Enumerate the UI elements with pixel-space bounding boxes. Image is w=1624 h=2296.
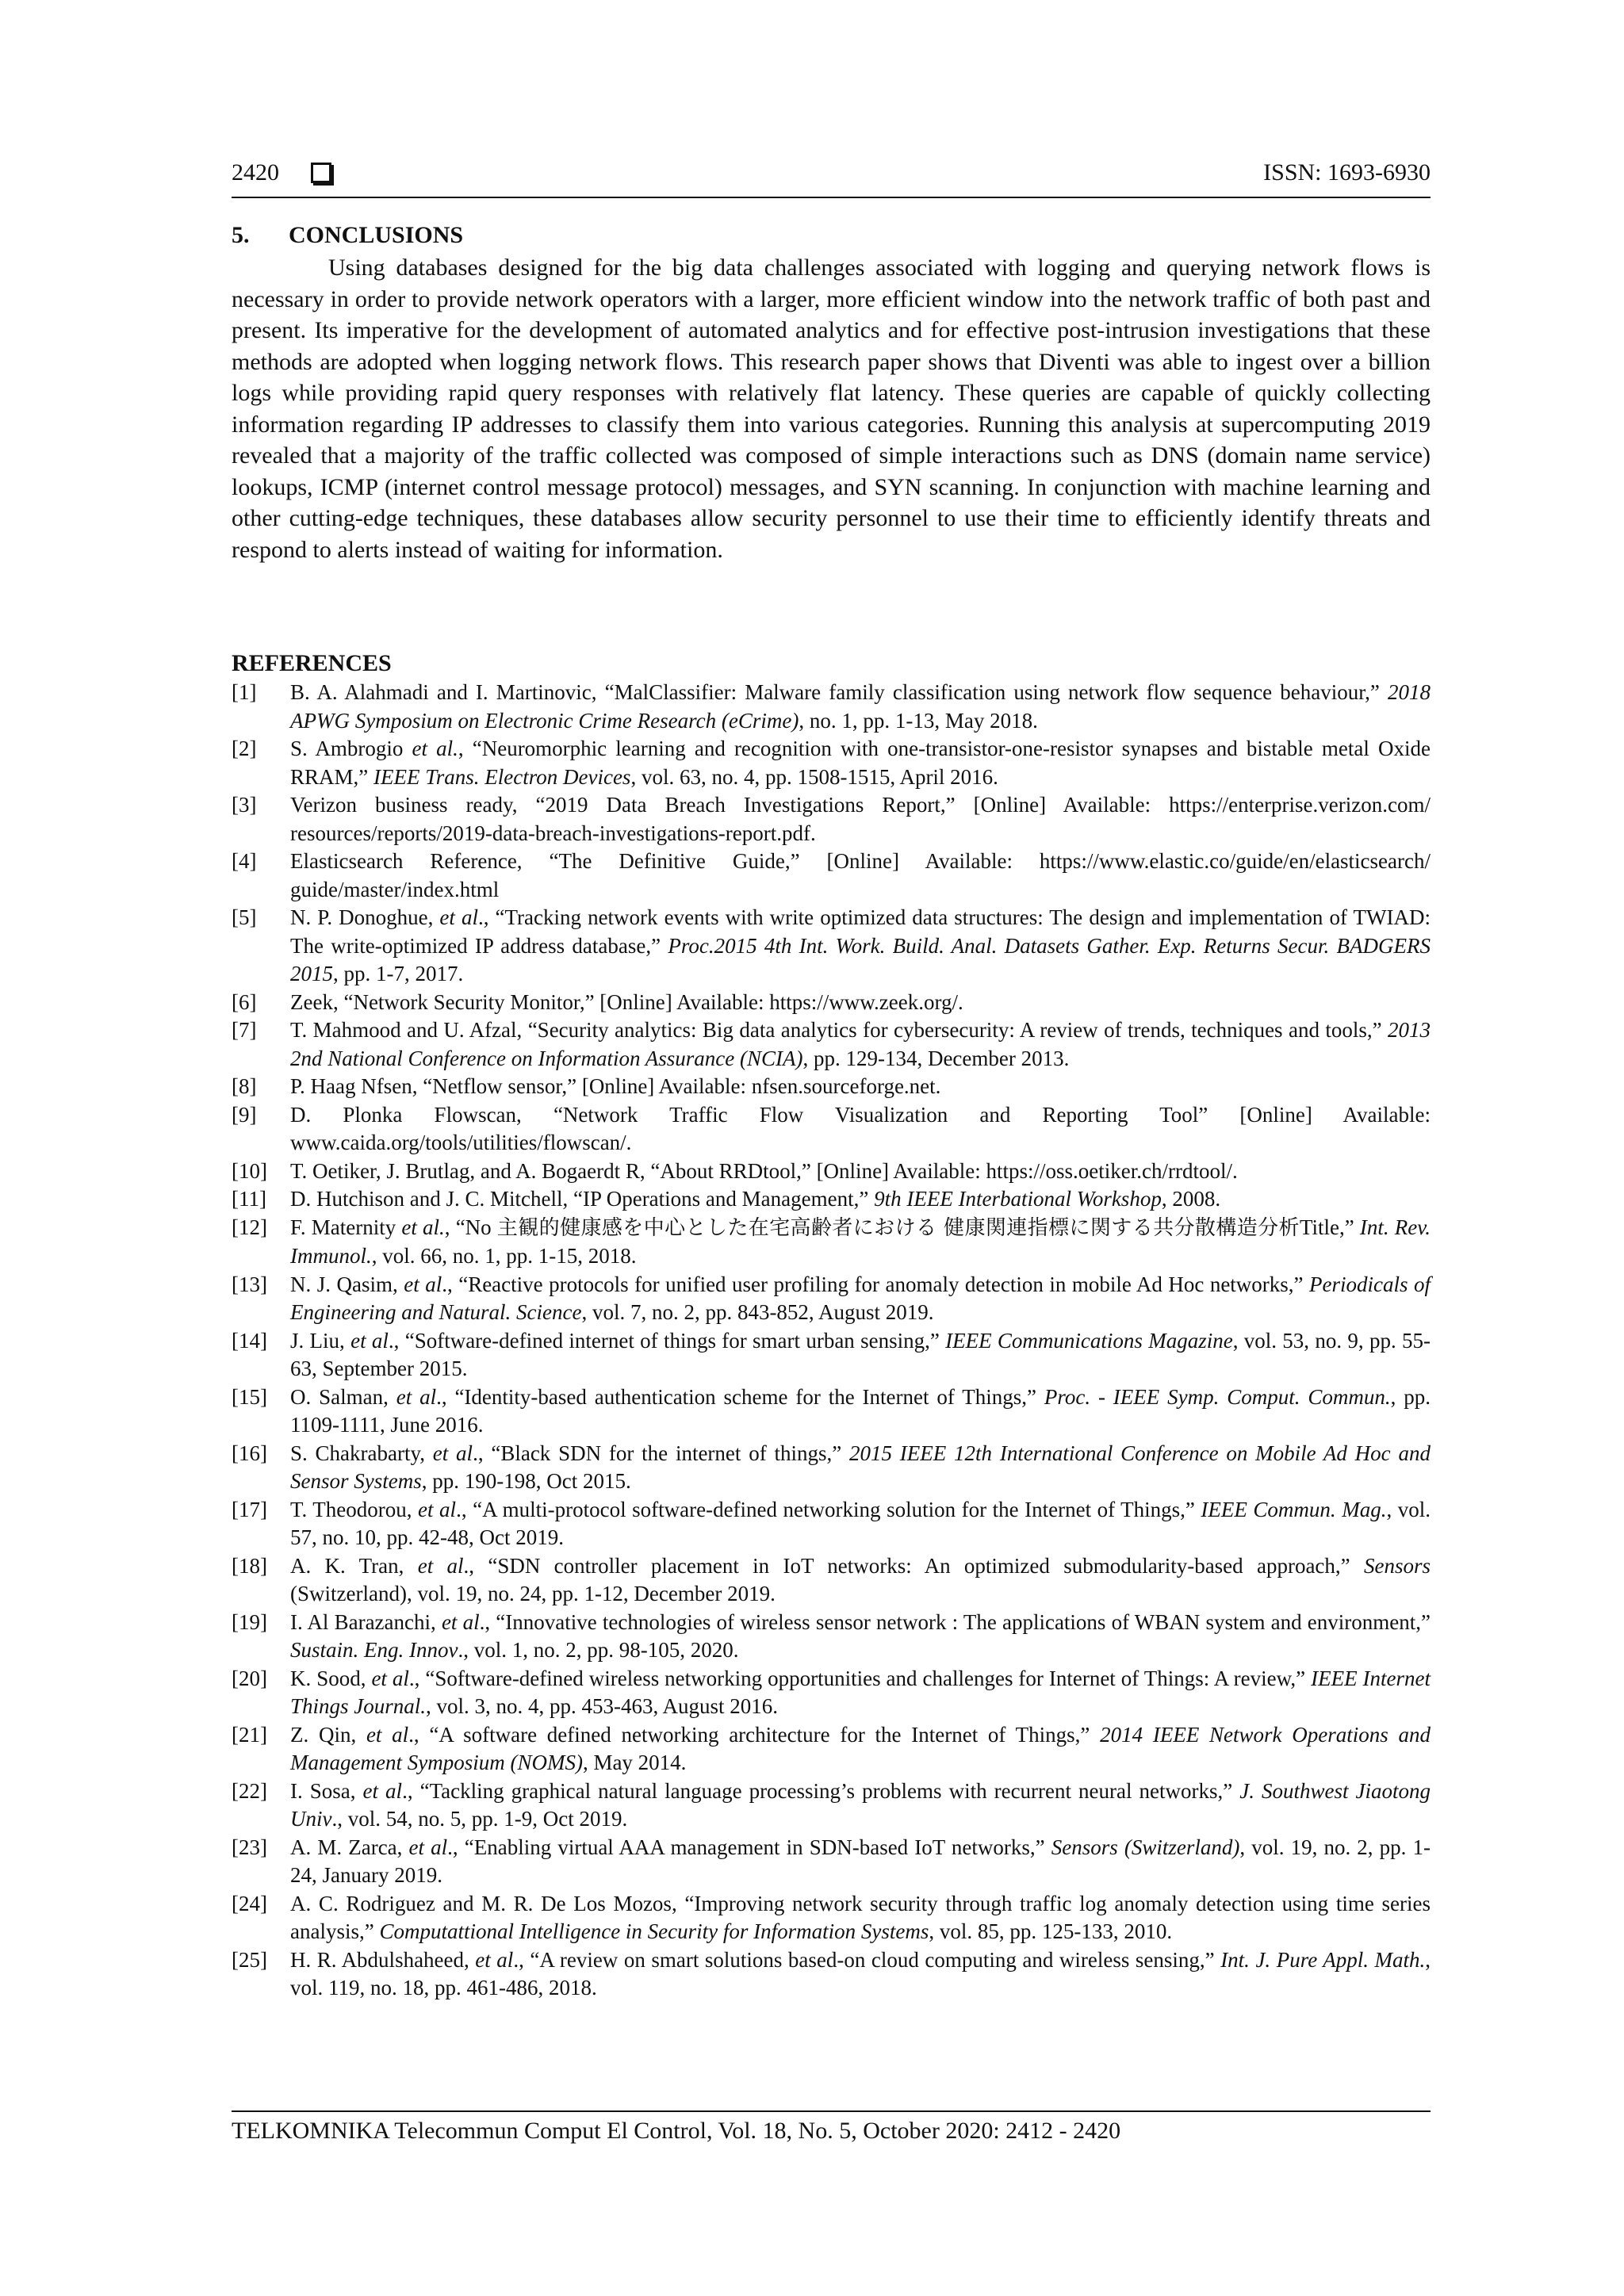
reference-text-part: D. Hutchison and J. C. Mitchell, “IP Operations and Management,” xyxy=(290,1187,875,1211)
references-heading: REFERENCES xyxy=(232,650,392,676)
reference-text xyxy=(290,904,1431,989)
reference-text-part: ., “Reactive protocols for unified user profiling for anomaly detection in mobile Ad Hoc networks,” xyxy=(442,1272,1310,1296)
reference-text-part: , vol. 63, no. 4, pp. 1508-1515, April 2016. xyxy=(630,764,998,789)
reference-text-part: A. K. Tran, xyxy=(290,1553,418,1578)
paper-page xyxy=(232,0,1431,2296)
reference-text-part: B. A. Alahmadi and I. Martinovic, “MalClassifier: Malware family classification using network flow sequence behaviour,” xyxy=(290,680,1388,704)
section-heading xyxy=(232,220,463,251)
reference-text-part: T. Theodorou, xyxy=(290,1497,419,1521)
reference-item xyxy=(232,1946,1431,2003)
reference-italic-text: Int. J. Pure Appl. Math. xyxy=(1220,1947,1426,1972)
reference-item xyxy=(232,1073,1431,1101)
reference-text-part: T. Oetiker, J. Brutlag, and A. Bogaerdt R, “About RRDtool,” [Online] Available: https://oss.oetiker.ch/rrdtool/. xyxy=(290,1158,1238,1183)
reference-item xyxy=(232,1665,1431,1721)
reference-italic-text: et al xyxy=(432,1441,473,1465)
reference-label: [6] xyxy=(232,989,257,1014)
reference-text xyxy=(290,1440,1431,1496)
reference-item xyxy=(232,989,1431,1017)
references-list xyxy=(232,679,1431,2003)
reference-text xyxy=(290,1665,1431,1721)
reference-italic-text: et al xyxy=(371,1666,409,1690)
reference-italic-text: 2018 APWG Symposium on Electronic Crime Research (eCrime) xyxy=(290,680,1431,733)
reference-text-part: K. Sood, xyxy=(290,1666,372,1690)
reference-text xyxy=(290,791,1431,848)
reference-text xyxy=(290,735,1431,791)
reference-italic-text: et al xyxy=(362,1778,403,1803)
section-title: CONCLUSIONS xyxy=(289,222,464,248)
reference-text-part: A. M. Zarca, xyxy=(290,1835,409,1859)
reference-text-part: J. Liu, xyxy=(290,1328,351,1353)
reference-italic-text: Sensors xyxy=(1363,1553,1431,1578)
reference-italic-text: IEEE Communications Magazine xyxy=(945,1328,1233,1353)
reference-label: [1] xyxy=(232,680,257,704)
reference-text-part: , May 2014. xyxy=(582,1751,687,1774)
reference-text-part: ., “Enabling virtual AAA management in SDN-based IoT networks,” xyxy=(447,1835,1051,1859)
reference-text-part: A. C. Rodriguez and M. R. De Los Mozos, “Improving network security through traffic log anomaly detection using time series analysis,” xyxy=(290,1891,1431,1943)
reference-text-part: , vol. 119, no. 18, pp. 461-486, 2018. xyxy=(290,1947,1431,1999)
reference-italic-text: et al xyxy=(366,1722,409,1747)
reference-item xyxy=(232,1609,1431,1665)
reference-item xyxy=(232,1890,1431,1946)
reference-text-part: ., “Tracking network events with write optimized data structures: The design and implementation of TWIAD: The write-optimized IP address database,” xyxy=(290,905,1431,958)
reference-text-part: ., “Software-defined internet of things for smart urban sensing,” xyxy=(388,1328,946,1353)
reference-text xyxy=(290,1834,1431,1890)
reference-italic-text: et al xyxy=(475,1947,514,1972)
reference-text-part: ., “A multi-protocol software-defined networking solution for the Internet of Things,” xyxy=(456,1497,1201,1521)
reference-italic-text: Proc.2015 4th Int. Work. Build. Anal. Datasets Gather. Exp. Returns Secur. BADGERS 2015 xyxy=(290,933,1431,985)
reference-text-part: ., “Innovative technologies of wireless sensor network : The applications of WBAN system and environment,” xyxy=(479,1609,1431,1634)
reference-text-part: (Switzerland), vol. 19, no. 24, pp. 1-12, December 2019. xyxy=(290,1582,776,1605)
reference-text xyxy=(290,1946,1431,2003)
reference-text-part: I. Al Barazanchi, xyxy=(290,1609,442,1634)
reference-label: [8] xyxy=(232,1074,257,1098)
reference-label: [23] xyxy=(232,1835,267,1859)
reference-item xyxy=(232,1271,1431,1327)
reference-text-part: , vol. 7, no. 2, pp. 843-852, August 2019. xyxy=(581,1300,934,1324)
reference-italic-text: Periodicals of Engineering and Natural. Science xyxy=(290,1272,1431,1324)
reference-text-part: P. Haag Nfsen, “Netflow sensor,” [Online] Available: nfsen.sourceforge.net. xyxy=(290,1074,941,1098)
section-number: 5. xyxy=(232,222,250,248)
reference-text xyxy=(290,679,1431,735)
reference-item xyxy=(232,1552,1431,1609)
reference-label: [17] xyxy=(232,1497,267,1521)
reference-text-part: O. Salman, xyxy=(290,1384,396,1409)
reference-italic-text: IEEE Internet Things Journal. xyxy=(290,1666,1431,1718)
reference-text-part: T. Mahmood and U. Afzal, “Security analytics: Big data analytics for cybersecurity: A review of trends, techniques and tools,” xyxy=(290,1018,1388,1042)
reference-text-part: , vol. 3, no. 4, pp. 453-463, August 2016. xyxy=(426,1694,779,1718)
reference-italic-text: Sustain. Eng. Innov xyxy=(290,1638,458,1662)
reference-text-part: , “No xyxy=(444,1215,497,1239)
reference-text-part: ., “SDN controller placement in IoT networks: An optimized submodularity-based approach,” xyxy=(463,1553,1364,1578)
reference-text-part: ., vol. 1, no. 2, pp. 98-105, 2020. xyxy=(458,1638,739,1662)
reference-text-part: Title,” xyxy=(1299,1215,1360,1239)
reference-label: [22] xyxy=(232,1778,267,1803)
reference-item xyxy=(232,848,1431,904)
reference-item xyxy=(232,1777,1431,1834)
header-divider xyxy=(232,197,1431,198)
reference-item xyxy=(232,1158,1431,1186)
reference-text-part: , vol. 57, no. 10, pp. 42-48, Oct 2019. xyxy=(290,1497,1431,1549)
reference-text-part: ., vol. 54, no. 5, pp. 1-9, Oct 2019. xyxy=(331,1807,628,1831)
reference-text xyxy=(290,1890,1431,1946)
reference-italic-text: et al xyxy=(439,905,478,929)
reference-item xyxy=(232,1214,1431,1271)
reference-text xyxy=(290,1552,1431,1609)
reference-italic-text: et al xyxy=(441,1609,480,1634)
reference-text-part: , “Neuromorphic learning and recognition with one-transistor-one-resistor synapses and bistable metal Oxide RRAM,” xyxy=(290,737,1431,789)
reference-text-part: , vol. 19, no. 2, pp. 1-24, January 2019. xyxy=(290,1835,1431,1887)
reference-label: [24] xyxy=(232,1891,267,1915)
reference-text-part: , vol. 66, no. 1, pp. 1-15, 2018. xyxy=(371,1244,637,1268)
reference-item xyxy=(232,679,1431,735)
reference-text xyxy=(290,1496,1431,1552)
reference-italic-text: 9th IEEE Interbational Workshop xyxy=(874,1187,1162,1211)
reference-label: [10] xyxy=(232,1158,267,1183)
reference-italic-text: et al xyxy=(408,1835,448,1859)
square-bullet-icon xyxy=(311,163,331,183)
reference-text-part: Z. Qin, xyxy=(290,1722,366,1747)
reference-text xyxy=(290,1327,1431,1383)
reference-label: [14] xyxy=(232,1328,267,1353)
reference-italic-text: 2013 2nd National Conference on Information Assurance (NCIA) xyxy=(290,1018,1431,1070)
reference-text-part: D. Plonka Flowscan, “Network Traffic Flow Visualization and Reporting Tool” [Online] Available: www.caida.org/tools/utilities/flowscan/. xyxy=(290,1102,1431,1154)
reference-text-part: ., “Black SDN for the internet of things,” xyxy=(473,1441,849,1465)
reference-item xyxy=(232,904,1431,989)
reference-item xyxy=(232,1185,1431,1214)
reference-text-part: , 2008. xyxy=(1161,1187,1221,1211)
reference-item xyxy=(232,1327,1431,1383)
reference-italic-text: Sensors (Switzerland) xyxy=(1051,1835,1240,1859)
reference-text-part: N. P. Donoghue, xyxy=(290,905,440,929)
reference-italic-text: et al xyxy=(350,1328,389,1353)
reference-italic-text: et al xyxy=(396,1384,437,1409)
reference-italic-text: 2014 IEEE Network Operations and Management Symposium (NOMS) xyxy=(290,1722,1431,1774)
reference-italic-text: et al xyxy=(417,1553,464,1578)
reference-italic-text: et al. xyxy=(412,737,458,760)
reference-japanese-text: 主観的健康感を中心とした在宅高齢者における 健康関連指標に関する共分散構造分析 xyxy=(496,1215,1300,1240)
reference-label: [13] xyxy=(232,1272,267,1296)
reference-text xyxy=(290,1214,1431,1271)
reference-italic-text: IEEE Trans. Electron Devices xyxy=(373,764,631,789)
reference-item xyxy=(232,1440,1431,1496)
reference-text-part: I. Sosa, xyxy=(290,1778,363,1803)
reference-label: [19] xyxy=(232,1609,267,1634)
reference-label: [5] xyxy=(232,905,257,929)
reference-text-part: Elasticsearch Reference, “The Definitive Guide,” [Online] Available: https://www.elastic.co/guide/en/elasticsearch/ guide/master/index.html xyxy=(290,849,1431,901)
reference-item xyxy=(232,1101,1431,1158)
reference-italic-text: et al xyxy=(404,1272,442,1296)
reference-text-part: Zeek, “Network Security Monitor,” [Online] Available: https://www.zeek.org/. xyxy=(290,989,963,1014)
page-header xyxy=(232,157,1431,189)
reference-text xyxy=(290,1073,1431,1101)
reference-italic-text: IEEE Commun. Mag. xyxy=(1201,1497,1387,1521)
reference-text xyxy=(290,1016,1431,1073)
reference-label: [4] xyxy=(232,849,257,873)
reference-text xyxy=(290,1158,1431,1186)
reference-text-part: , vol. 53, no. 9, pp. 55-63, September 2015. xyxy=(290,1328,1431,1380)
reference-text-part: ., “Identity-based authentication scheme for the Internet of Things,” xyxy=(436,1384,1044,1409)
reference-italic-text: Proc. - IEEE Symp. Comput. Commun. xyxy=(1044,1384,1391,1409)
reference-text xyxy=(290,1383,1431,1440)
page-number: 2420 xyxy=(232,159,279,186)
reference-label: [20] xyxy=(232,1666,267,1690)
reference-text-part: S. Chakrabarty, xyxy=(290,1441,433,1465)
conclusion-paragraph: Using databases designed for the big data challenges associated with logging and querying network flows is necessary in order to provide network operators with a larger, more efficient window into the network traffic of both past and present. Its imperative for the development of automated analytics and for effective post-intrusion investigations that these methods are adopted when logging network flows. This research paper shows that Diventi was able to ingest over a billion logs while providing rapid query responses with relatively flat latency. These queries are capable of quickly collecting information regarding IP addresses to classify them into various categories. Running this analysis at supercomputing 2019 revealed that a majority of the traffic collected was composed of simple interactions such as DNS (domain name service) lookups, ICMP (internet control message protocol) messages, and SYN scanning. In conjunction with machine learning and other cutting-edge techniques, these databases allow security personnel to use their time to efficiently identify threats and respond to alerts instead of waiting for information. xyxy=(232,254,1431,563)
reference-italic-text: Computattional Intelligence in Security for Information Systems xyxy=(379,1919,929,1943)
reference-text-part: ., “A review on smart solutions based-on cloud computing and wireless sensing,” xyxy=(513,1947,1221,1972)
reference-italic-text: 2015 IEEE 12th International Conference on Mobile Ad Hoc and Sensor Systems xyxy=(290,1441,1431,1493)
reference-item xyxy=(232,1496,1431,1552)
reference-text xyxy=(290,1185,1431,1214)
reference-text xyxy=(290,1777,1431,1834)
reference-italic-text: et al. xyxy=(401,1215,445,1239)
reference-italic-text: Int. Rev. Immunol. xyxy=(290,1215,1431,1268)
reference-text-part: , pp. 129-134, December 2013. xyxy=(802,1046,1070,1070)
reference-label: [12] xyxy=(232,1215,267,1239)
reference-text-part: ., “A software defined networking architecture for the Internet of Things,” xyxy=(408,1722,1101,1747)
reference-text-part: , pp. 190-198, Oct 2015. xyxy=(421,1469,631,1493)
reference-text xyxy=(290,848,1431,904)
reference-label: [25] xyxy=(232,1947,267,1972)
footer-divider xyxy=(232,2110,1431,2112)
reference-text-part: H. R. Abdulshaheed, xyxy=(290,1947,476,1972)
reference-text-part: , vol. 85, pp. 125-133, 2010. xyxy=(929,1919,1173,1943)
reference-item xyxy=(232,1383,1431,1440)
reference-text-part: ., “Software-defined wireless networking opportunities and challenges for Internet of Things: A review,” xyxy=(408,1666,1312,1690)
issn: ISSN: 1693-6930 xyxy=(1263,159,1431,186)
reference-text-part: S. Ambrogio xyxy=(290,737,412,760)
reference-italic-text: et al xyxy=(418,1497,457,1521)
reference-text xyxy=(290,989,1431,1017)
reference-label: [21] xyxy=(232,1722,267,1747)
reference-text xyxy=(290,1721,1431,1777)
reference-label: [15] xyxy=(232,1384,267,1409)
reference-label: [16] xyxy=(232,1441,267,1465)
reference-label: [11] xyxy=(232,1187,266,1211)
reference-text-part: , no. 1, pp. 1-13, May 2018. xyxy=(799,708,1038,733)
reference-label: [9] xyxy=(232,1102,257,1127)
reference-text xyxy=(290,1609,1431,1665)
header-left xyxy=(232,157,331,189)
reference-item xyxy=(232,1721,1431,1777)
reference-item xyxy=(232,1016,1431,1073)
reference-label: [3] xyxy=(232,793,257,817)
reference-text-part: F. Maternity xyxy=(290,1215,402,1239)
reference-text-part: Verizon business ready, “2019 Data Breach Investigations Report,” [Online] Available: https://enterprise.verizon.com/ resources/reports/2019-data-breach-investigations-report.pdf. xyxy=(290,793,1431,845)
page-footer: TELKOMNIKA Telecommun Comput El Control, Vol. 18, No. 5, October 2020: 2412 - 2420 xyxy=(232,2118,1121,2144)
reference-item xyxy=(232,735,1431,791)
reference-label: [2] xyxy=(232,737,257,760)
reference-text-part: N. J. Qasim, xyxy=(290,1272,404,1296)
reference-text xyxy=(290,1271,1431,1327)
reference-item xyxy=(232,1834,1431,1890)
reference-text-part: , pp. 1-7, 2017. xyxy=(333,962,464,985)
reference-text-part: , pp. 1109-1111, June 2016. xyxy=(290,1384,1431,1437)
reference-italic-text: J. Southwest Jiaotong Univ xyxy=(290,1778,1431,1831)
reference-text xyxy=(290,1101,1431,1158)
reference-text-part: ., “Tackling graphical natural language processing’s problems with recurrent neural networks,” xyxy=(402,1778,1240,1803)
reference-label: [7] xyxy=(232,1018,257,1042)
reference-label: [18] xyxy=(232,1553,267,1578)
reference-item xyxy=(232,791,1431,848)
